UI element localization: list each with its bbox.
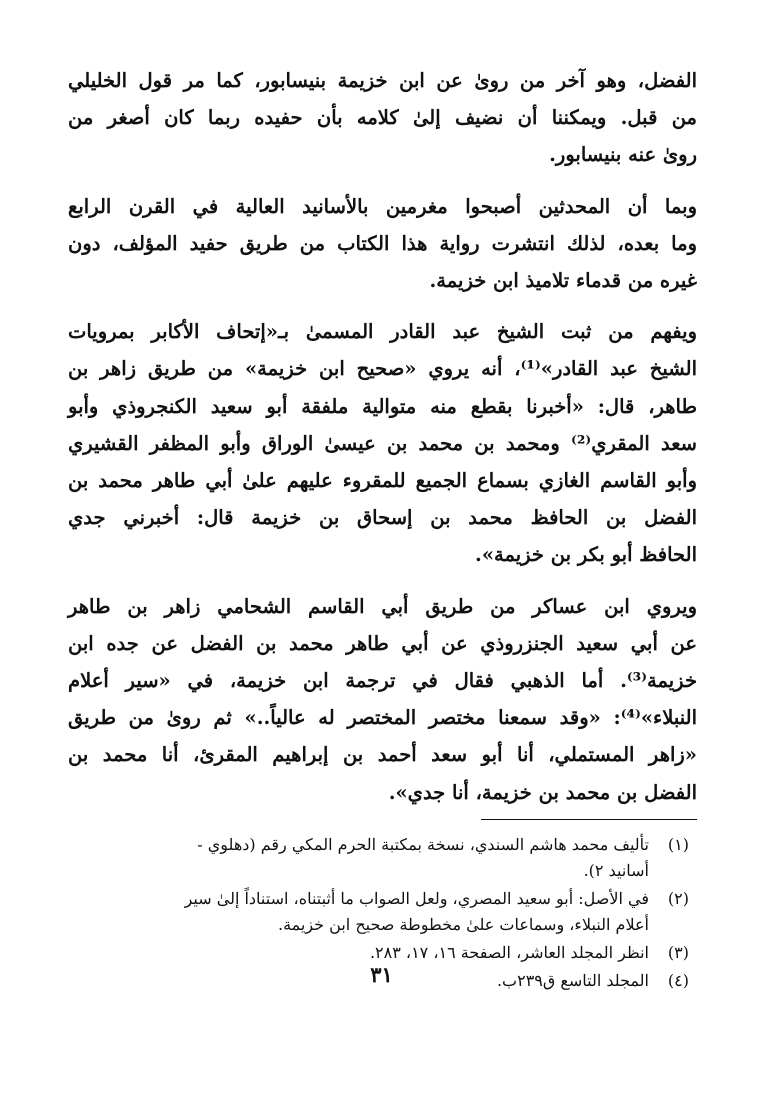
text-line: وأبو القاسم الغازي بسماع الجميع للمقروء عليهم علىٰ أبي طاهر محمد بن	[68, 469, 697, 493]
text-line: وما بعده، لذلك انتشرت رواية هذا الكتاب من طريق حفيد المؤلف، دون	[68, 231, 697, 255]
footnote-line: تأليف محمد هاشم السندي، نسخة بمكتبة الحرم المكي رقم (دهلوي -	[197, 835, 649, 854]
footnote-line: انظر المجلد العاشر، الصفحة ١٦، ١٧، ٢٨٣.	[369, 943, 649, 962]
text-line: «زاهر المستملي، أنا أبو سعد أحمد بن إبراهيم المقرئ، أنا محمد بن	[68, 743, 697, 767]
footnote	[68, 832, 697, 884]
footnote-number: (٢)	[667, 889, 689, 908]
text-line: ويفهم من ثبت الشيخ عبد القادر المسمىٰ بـ«إتحاف الأكابر بمرويات	[68, 320, 697, 344]
text-line: الحافظ أبو بكر بن خزيمة».	[475, 543, 697, 567]
text-line: الفضل بن الحافظ محمد بن إسحاق بن خزيمة قال: أخبرني جدي	[68, 506, 697, 530]
text-line: عن أبي سعيد الجنزروذي عن أبي طاهر محمد بن الفضل عن جده ابن	[68, 631, 697, 655]
footnote-text	[68, 886, 649, 938]
text-line: ويروي ابن عساكر من طريق أبي القاسم الشحامي زاهر بن طاهر	[68, 594, 697, 618]
text-line: طاهر، قال: «أخبرنا بقطع منه متوالية ملفقة أبو سعيد الكنجروذي وأبو	[68, 394, 697, 418]
paragraph	[68, 62, 697, 174]
text-line: من قبل. ويمكننا أن نضيف إلىٰ كلامه بأن حفيده ربما كان أصغر من	[68, 106, 697, 130]
text-line: الفضل، وهو آخر من روىٰ عن ابن خزيمة بنيسابور، كما مر قول الخليلي	[68, 69, 697, 92]
footnote-line: أعلام النبلاء، وسماعات علىٰ مخطوطة صحيح ابن خزيمة.	[277, 915, 649, 934]
footnote-line: المجلد التاسع ق٢٣٩ب.	[496, 971, 649, 990]
paragraph	[68, 588, 697, 811]
footnote-line: في الأصل: أبو سعيد المصري، ولعل الصواب ما أثبتناه، استناداً إلىٰ سير	[184, 889, 649, 908]
paragraph	[68, 313, 697, 573]
footnote-number: (١)	[667, 835, 689, 854]
footnote-line: أسانيد ٢).	[583, 861, 649, 880]
text-line: سعد المقري⁽²⁾ ومحمد بن محمد بن عيسىٰ الوراق وأبو المظفر القشيري	[68, 431, 697, 455]
text-line: الشيخ عبد القادر»⁽¹⁾، أنه يروي «صحيح ابن خزيمة» من طريق زاهر بن	[68, 357, 697, 381]
footnote-number: (٤)	[667, 971, 689, 990]
footnote-number: (٣)	[667, 943, 689, 962]
footnote-text	[68, 832, 649, 884]
text-line: خزيمة⁽³⁾. أما الذهبي فقال في ترجمة ابن خزيمة، في «سير أعلام	[68, 669, 697, 693]
body-text	[68, 62, 697, 811]
page-number: ٣١	[370, 962, 393, 987]
document-page	[68, 62, 697, 1098]
text-line: روىٰ عنه بنيسابور.	[549, 143, 697, 167]
paragraph	[68, 188, 697, 300]
footnote-divider	[481, 819, 697, 820]
text-line: غيره من قدماء تلاميذ ابن خزيمة.	[429, 269, 697, 293]
text-line: النبلاء»⁽⁴⁾: «وقد سمعنا مختصر المختصر له عالياً..» ثم روىٰ من طريق	[68, 706, 697, 730]
footnote	[68, 886, 697, 938]
text-line: الفضل بن محمد بن خزيمة، أنا جدي».	[388, 780, 697, 804]
text-line: وبما أن المحدثين أصبحوا مغرمين بالأسانيد العالية في القرن الرابع	[68, 194, 697, 218]
